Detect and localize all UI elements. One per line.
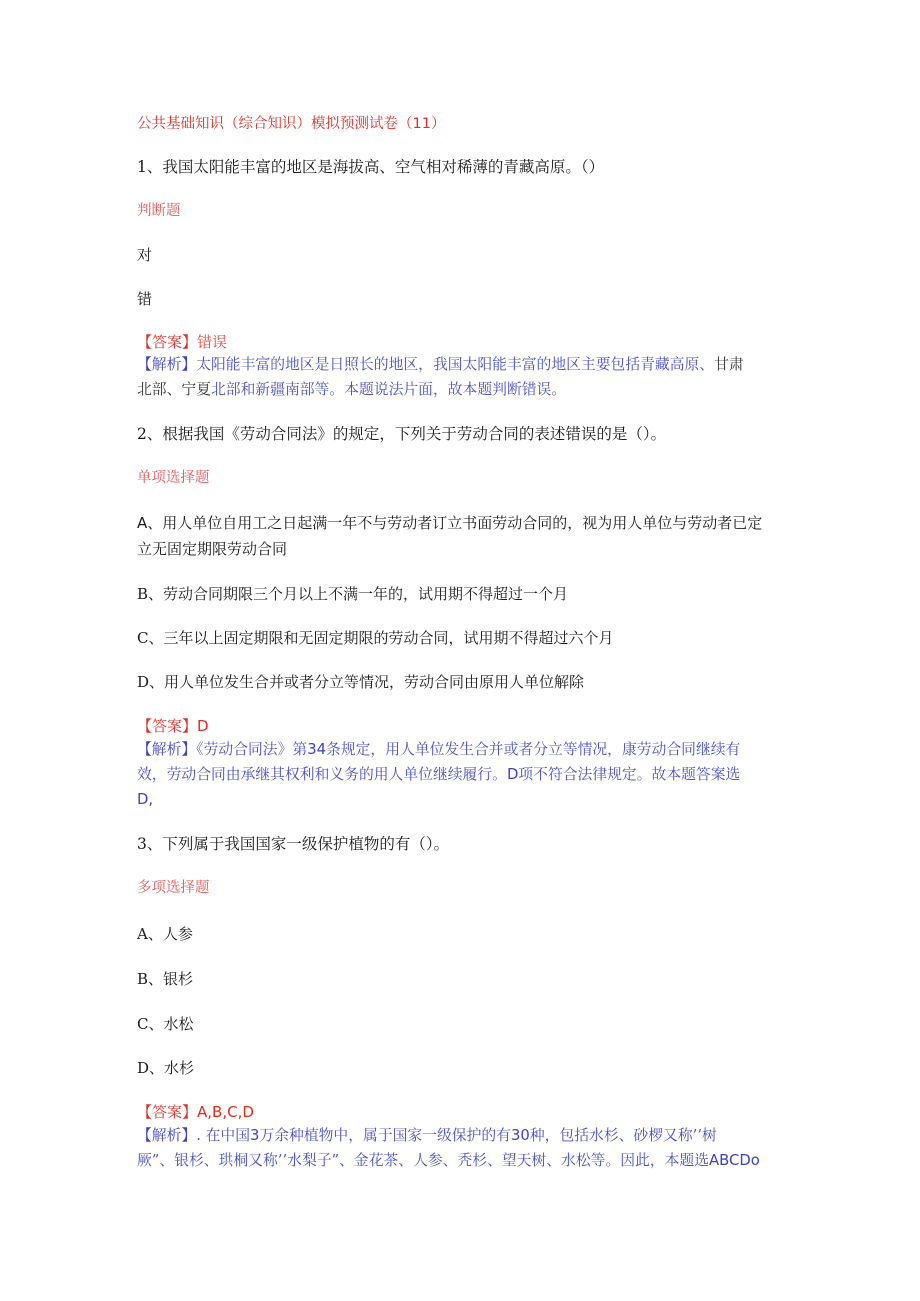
question-2-option-b: B、劳动合同期限三个月以上不满一年的，试用期不得超过一个月: [137, 585, 569, 603]
explanation-text: 《劳动合同法》第: [196, 741, 308, 758]
question-2-explanation-line-2: [137, 765, 740, 785]
question-3-option-c: C、水松: [137, 1015, 194, 1033]
explanation-text: 北部和新疆南部等。本题说法片面，故本题判断错误。: [211, 381, 567, 398]
explanation-tag: 【解析】: [137, 356, 197, 373]
explanation-number: 34: [307, 741, 327, 758]
explanation-number: D: [506, 766, 519, 783]
question-2-explanation-line-1: [137, 740, 740, 760]
page-title: 公共基础知识（综合知识）模拟预测试卷（11）: [137, 116, 446, 132]
question-1-option-1: 对: [137, 246, 153, 264]
explanation-text: 太阳能丰富的地区是日照长的地区，我国太阳能丰富的地区主要包括青藏高原、: [196, 356, 715, 373]
explanation-text: 种，包括水杉、砂椤又称’’树: [529, 1127, 717, 1144]
answer-tag: 【答案】: [137, 717, 198, 735]
question-3-stem: 3、下列属于我国国家一级保护植物的有（）。: [137, 835, 450, 853]
explanation-text: 甘肃: [714, 356, 744, 373]
question-2-option-a-line-2: 立无固定期限劳动合同: [137, 540, 288, 558]
explanation-text: 万余种植物中，属于国家一级保护的有: [259, 1127, 511, 1144]
option-text: A、用人单位自用工之日起满一年不与劳动者订立书面劳动合同的，视为用人单位与劳动者已定: [137, 514, 763, 532]
answer-value: D: [197, 717, 209, 735]
question-3-option-d: D、水杉: [137, 1059, 195, 1077]
question-1-answer: [137, 332, 227, 352]
explanation-text: 效，劳动合同由承继其权利和义务的用人单位继续履行。: [137, 766, 507, 783]
question-1-explanation-line-1: [137, 355, 744, 375]
question-3-option-a: A、人参: [137, 925, 193, 943]
question-1-explanation-line-2: [137, 380, 566, 400]
question-2-answer: [137, 716, 209, 736]
explanation-number: 30: [511, 1127, 530, 1144]
question-3-type: 多项选择题: [137, 880, 210, 896]
explanation-number: 3: [250, 1127, 260, 1144]
explanation-text: 项不符合法律规定。故本题答案选: [518, 766, 741, 783]
question-2-option-d: D、用人单位发生合并或者分立等情况，劳动合同由原用人单位解除: [137, 673, 585, 691]
question-1-type: 判断题: [137, 203, 181, 219]
question-3-option-b: B、银杉: [137, 970, 194, 988]
answer-tag: 【答案】: [137, 1103, 198, 1121]
answer-value: A,B,C,D: [197, 1103, 254, 1121]
question-2-explanation-line-3: [137, 790, 153, 810]
explanation-text: D,: [137, 791, 154, 808]
explanation-tag: 【解析】: [137, 1127, 197, 1144]
question-1-option-2: 错: [137, 290, 153, 308]
explanation-tag: 【解析】: [137, 741, 197, 758]
question-2-stem: 2、根据我国《劳动合同法》的规定，下列关于劳动合同的表述错误的是（）。: [137, 425, 667, 443]
question-2-option-c: C、三年以上固定期限和无固定期限的劳动合同，试用期不得超过六个月: [137, 629, 614, 647]
question-3-answer: [137, 1102, 254, 1122]
explanation-text: 条规定，用人单位发生合并或者分立等情况，康劳动合同继续有: [326, 741, 741, 758]
question-3-explanation-line-2: [137, 1151, 760, 1171]
explanation-text: . 在中国: [196, 1127, 251, 1144]
explanation-text: 北部、宁夏: [137, 381, 211, 398]
question-2-option-a-line-1: [137, 513, 762, 533]
question-1-stem: 1、我国太阳能丰富的地区是海拔高、空气相对稀薄的青藏高原。（）: [137, 158, 605, 176]
explanation-text: 厥”、银杉、珙桐又称’’水梨子”、金花茶、人参、秃杉、望天树、水松等。因此，本题选: [137, 1152, 710, 1169]
answer-tag: 【答案】: [137, 333, 198, 351]
question-2-type: 单项选择题: [137, 470, 210, 486]
explanation-answer: ABCDo: [709, 1152, 760, 1169]
question-3-explanation-line-1: [137, 1126, 717, 1146]
answer-value: 错误: [197, 333, 228, 351]
